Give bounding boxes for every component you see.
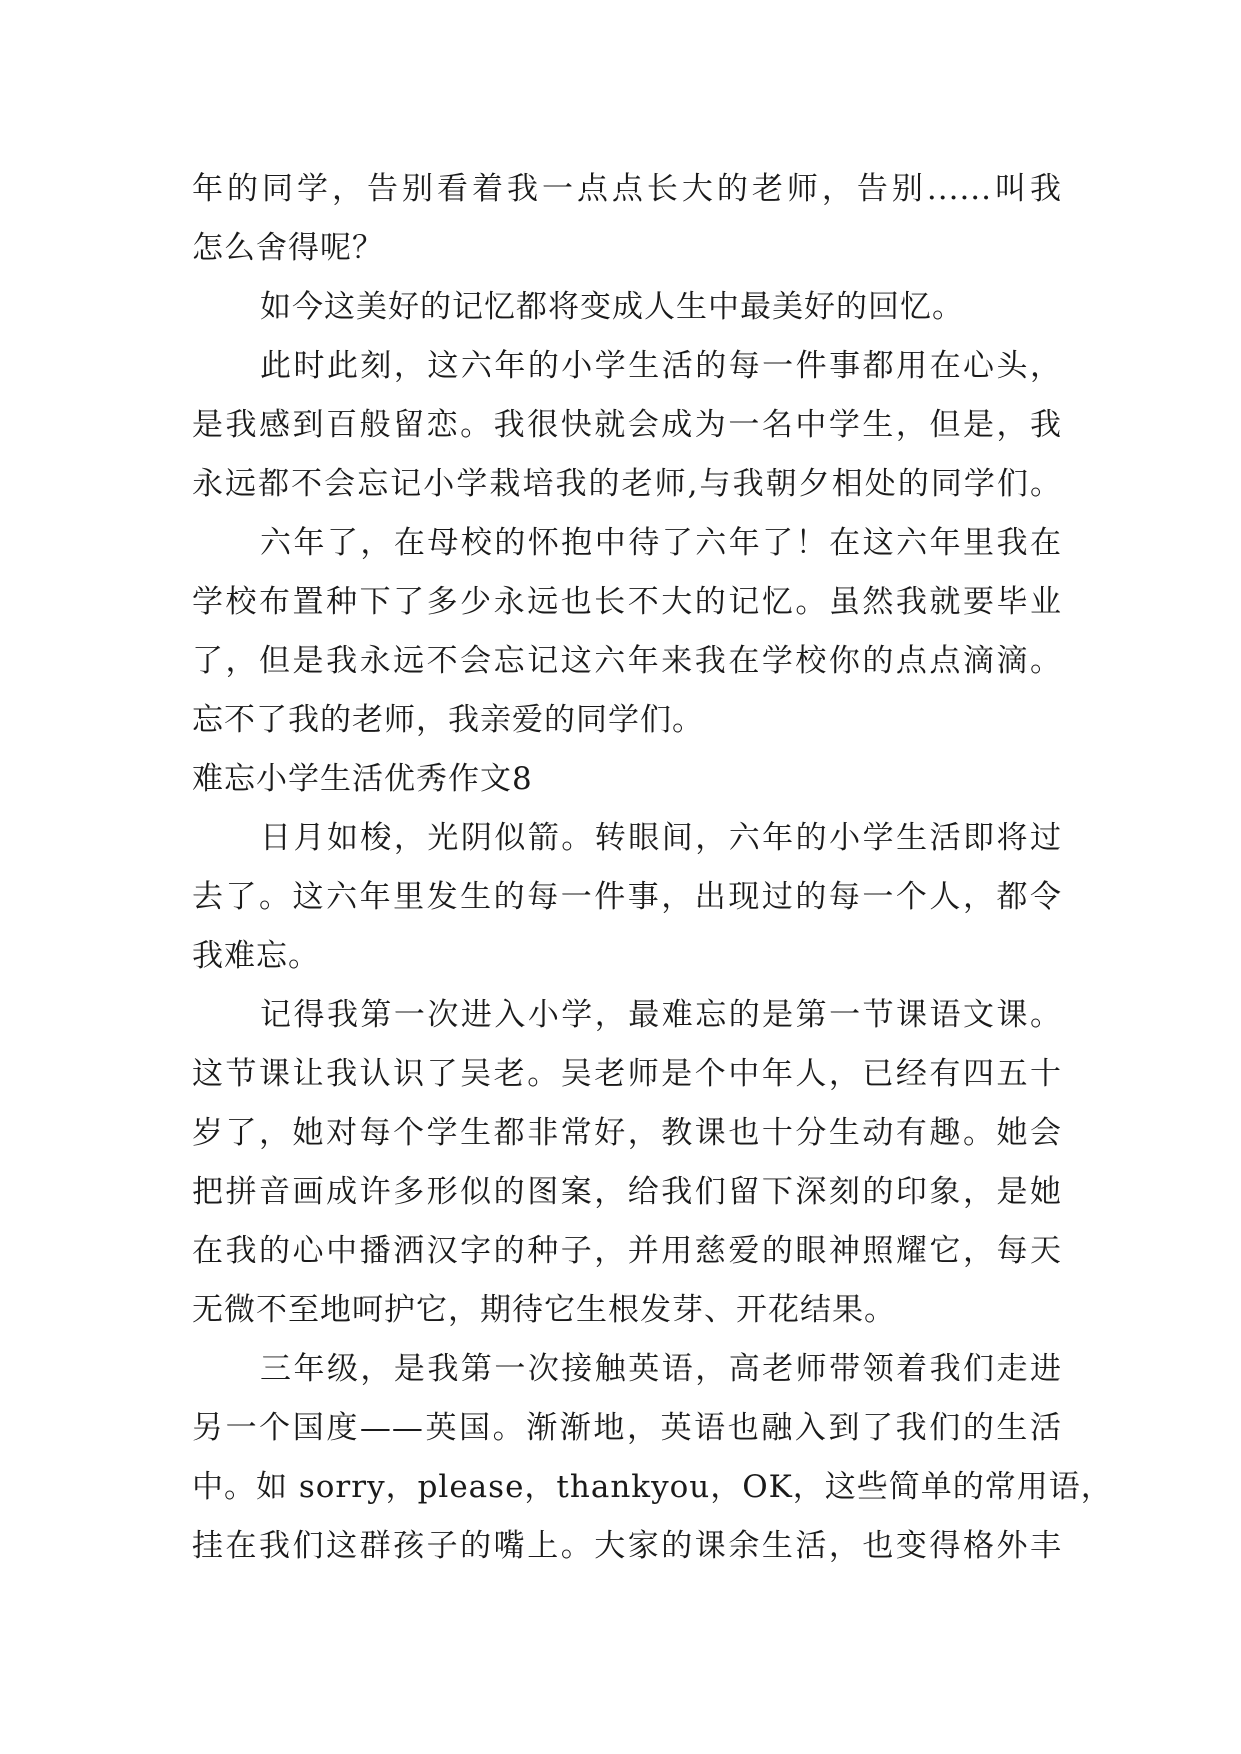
section-heading: 难忘小学生活优秀作文8 bbox=[192, 761, 533, 797]
paragraph-start: 记得我第一次进入小学，最难忘的是第一节课语文课。 bbox=[260, 997, 1062, 1033]
paragraph-start: 三年级，是我第一次接触英语，高老师带领着我们走进 bbox=[260, 1351, 1062, 1387]
text-line: 永远都不会忘记小学栽培我的老师,与我朝夕相处的同学们。 bbox=[192, 466, 1062, 502]
text-line: 无微不至地呵护它，期待它生根发芽、开花结果。 bbox=[192, 1292, 896, 1328]
text-line: 挂在我们这群孩子的嘴上。大家的课余生活，也变得格外丰 bbox=[192, 1528, 1062, 1564]
paragraph-start: 日月如梭，光阴似箭。转眼间，六年的小学生活即将过 bbox=[260, 820, 1062, 856]
text-line: 中。如 sorry，please，thankyou，OK，这些简单的常用语， bbox=[192, 1469, 1113, 1505]
document-body bbox=[192, 160, 1113, 1576]
text-line: 去了。这六年里发生的每一件事，出现过的每一个人，都令 bbox=[192, 879, 1062, 915]
text-line: 怎么舍得呢？ bbox=[192, 230, 384, 266]
paragraph-start: 六年了，在母校的怀抱中待了六年了！在这六年里我在 bbox=[260, 525, 1062, 561]
text-line: 在我的心中播洒汉字的种子，并用慈爱的眼神照耀它，每天 bbox=[192, 1233, 1062, 1269]
text-line: 是我感到百般留恋。我很快就会成为一名中学生，但是，我 bbox=[192, 407, 1062, 443]
text-line: 这节课让我认识了吴老。吴老师是个中年人，已经有四五十 bbox=[192, 1056, 1062, 1092]
paragraph-start: 此时此刻，这六年的小学生活的每一件事都用在心头， bbox=[260, 348, 1062, 384]
text-line: 年的同学，告别看着我一点点长大的老师，告别......叫我 bbox=[192, 171, 1062, 207]
text-line: 岁了，她对每个学生都非常好，教课也十分生动有趣。她会 bbox=[192, 1115, 1062, 1151]
paragraph-start: 如今这美好的记忆都将变成人生中最美好的回忆。 bbox=[260, 289, 964, 325]
text-line: 忘不了我的老师，我亲爱的同学们。 bbox=[192, 702, 704, 738]
text-line: 另一个国度——英国。渐渐地，英语也融入到了我们的生活 bbox=[192, 1410, 1062, 1446]
text-line: 学校布置种下了多少永远也长不大的记忆。虽然我就要毕业 bbox=[192, 584, 1062, 620]
text-line: 把拼音画成许多形似的图案，给我们留下深刻的印象，是她 bbox=[192, 1174, 1062, 1210]
text-line: 了，但是我永远不会忘记这六年来我在学校你的点点滴滴。 bbox=[192, 643, 1062, 679]
text-line: 我难忘。 bbox=[192, 938, 320, 974]
